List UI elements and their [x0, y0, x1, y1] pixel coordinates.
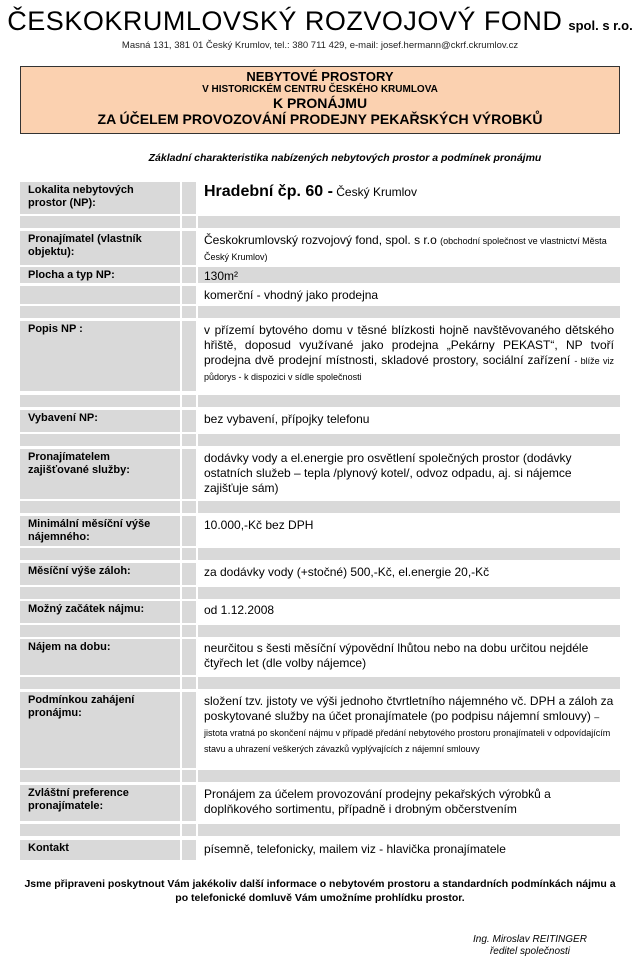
row-sluzby: [20, 449, 620, 499]
value-plocha-area: 130m²: [198, 267, 620, 283]
label-lokalita: Lokalita nebytových prostor (NP):: [20, 182, 180, 214]
separator: [20, 395, 620, 407]
row-podminka: [20, 692, 620, 768]
row-vybaveni: [20, 410, 620, 432]
row-lokalita: [20, 182, 620, 214]
mid-cell: [182, 182, 196, 214]
value-doba: neurčitou s šesti měsíční výpovědní lhůtou nebo na dobu určitou nejdéle čtyřech let (dle volby nájemce): [204, 641, 589, 670]
separator: [20, 824, 620, 836]
separator: [20, 548, 620, 560]
row-doba: [20, 639, 620, 675]
banner-line-2: V HISTORICKÉM CENTRU ČESKÉHO KRUMLOVA: [202, 84, 438, 95]
signature-name: Ing. Miroslav REITINGER: [473, 934, 587, 945]
mid-cell: [182, 516, 196, 546]
row-preference: [20, 785, 620, 821]
label-zalohy: Měsíční výše záloh:: [20, 563, 180, 585]
mid-cell: [182, 267, 196, 283]
mid-cell: [182, 231, 196, 265]
label-popis: Popis NP :: [20, 321, 180, 391]
banner-line-4: ZA ÚČELEM PROVOZOVÁNÍ PRODEJNY PEKAŘSKÝCH VÝROBKŮ: [97, 111, 543, 127]
mid-cell: [182, 840, 196, 860]
mid-cell: [182, 785, 196, 821]
separator: [20, 501, 620, 513]
signature: [440, 934, 620, 958]
mid-cell: [182, 601, 196, 623]
value-popis: [198, 321, 620, 391]
label-preference: Zvláštní preference pronajímatele:: [20, 785, 180, 821]
value-kontakt: písemně, telefonicky, mailem viz - hlavička pronajímatele: [204, 842, 506, 856]
subtitle: Základní charakteristika nabízených nebytových prostor a podmínek pronájmu: [148, 152, 542, 164]
footer-note: Jsme připraveni poskytnout Vám jakékoliv další informace o nebytovém prostoru a standardních podmínkách nájmu a po telefonické domluvě Vám umožníme prohlídku prostor.: [24, 878, 616, 904]
value-lokalita-rest: Český Krumlov: [336, 185, 417, 199]
label-empty: [20, 286, 180, 304]
row-najemne: [20, 516, 620, 546]
label-kontakt: Kontakt: [20, 840, 180, 860]
label-doba: Nájem na dobu:: [20, 639, 180, 675]
value-zalohy: za dodávky vody (+stočné) 500,-Kč, el.energie 20,-Kč: [204, 565, 490, 579]
banner-line-1: NEBYTOVÉ PROSTORY: [246, 69, 394, 84]
mid-cell: [182, 286, 196, 304]
separator: [20, 587, 620, 599]
row-zacatek: [20, 601, 620, 623]
value-pronajimatel-text: Českokrumlovský rozvojový fond, spol. s r.o: [204, 233, 437, 247]
mid-cell: [182, 639, 196, 675]
row-plocha: [20, 267, 620, 283]
mid-cell: [182, 410, 196, 432]
row-pronajimatel: [20, 231, 620, 265]
row-popis: [20, 321, 620, 391]
banner-line-3: K PRONÁJMU: [272, 95, 368, 111]
company-name-text: ČESKOKRUMLOVSKÝ ROZVOJOVÝ FOND: [7, 6, 563, 36]
signature-title: ředitel společnosti: [489, 946, 571, 957]
value-podminka-note: – jistota vratná po skončení nájmu v případě předání nebytového prostoru pronajímateli v odpovídajícím stavu a uhrazení veškerých závazků vyplývajících z nájemní smlouvy: [204, 712, 611, 754]
label-plocha: Plocha a typ NP:: [20, 267, 180, 283]
value-lokalita: [198, 182, 620, 214]
label-podminka: Podmínkou zahájení pronájmu:: [20, 692, 180, 768]
separator: [20, 625, 620, 637]
row-kontakt: [20, 840, 620, 860]
value-pronajimatel: [198, 231, 620, 265]
value-popis-note: - blíže viz půdorys - k dispozici v sídle společnosti: [204, 356, 614, 382]
title-banner: [20, 66, 620, 134]
value-sluzby: dodávky vody a el.energie pro osvětlení společných prostor (dodávky ostatních služeb – tepla /plynový kotel/, odvoz odpadu, aj. si nájemce zajišťuje sám): [204, 451, 572, 495]
separator: [20, 434, 620, 446]
value-preference: Pronájem za účelem provozování prodejny pekařských výrobků a doplňkového sortimentu, případně i drobným občerstvením: [204, 787, 551, 816]
row-zalohy: [20, 563, 620, 585]
label-vybaveni: Vybavení NP:: [20, 410, 180, 432]
company-suffix: spol. s r.o.: [568, 18, 633, 33]
value-pronajimatel-note: (obchodní společnost ve vlastnictví Města Český Krumlov): [204, 236, 607, 262]
label-zacatek: Možný začátek nájmu:: [20, 601, 180, 623]
value-popis-text: v přízemí bytového domu v těsné blízkosti hojně navštěvovaného dětského hřiště, doposud využívané jako prodejna „Pekárny PEKAST“, NP tvoří prodejna dvě prodejní místnosti, skladové prostory, sociální zařízení: [204, 323, 614, 367]
separator: [20, 677, 620, 689]
value-najemne: 10.000,-Kč bez DPH: [204, 518, 314, 532]
label-pronajimatel: Pronajímatel (vlastník objektu):: [20, 231, 180, 265]
value-vybaveni: bez vybavení, přípojky telefonu: [204, 412, 370, 426]
value-plocha-type: komerční - vhodný jako prodejna: [204, 288, 379, 302]
value-podminka: [198, 692, 620, 768]
separator: [20, 306, 620, 318]
company-name: [0, 6, 640, 37]
label-sluzby: Pronajímatelem zajišťované služby:: [20, 449, 180, 499]
mid-cell: [182, 321, 196, 391]
company-address: Masná 131, 381 01 Český Krumlov, tel.: 380 711 429, e-mail: josef.hermann@ckrf.ckrumlov.cz: [121, 40, 519, 51]
value-podminka-text: složení tzv. jistoty ve výši jednoho čtvrtletního nájemného vč. DPH a záloh za poskytované služby na účet pronajímatele (po podpisu nájemní smlouvy): [204, 694, 614, 723]
mid-cell: [182, 449, 196, 499]
separator: [20, 216, 620, 228]
separator: [20, 770, 620, 782]
value-lokalita-main: Hradební čp. 60 -: [204, 183, 333, 200]
label-najemne: Minimální měsíční výše nájemného:: [20, 516, 180, 546]
row-plocha-type: [20, 286, 620, 304]
mid-cell: [182, 692, 196, 768]
mid-cell: [182, 563, 196, 585]
value-zacatek: od 1.12.2008: [204, 603, 275, 617]
